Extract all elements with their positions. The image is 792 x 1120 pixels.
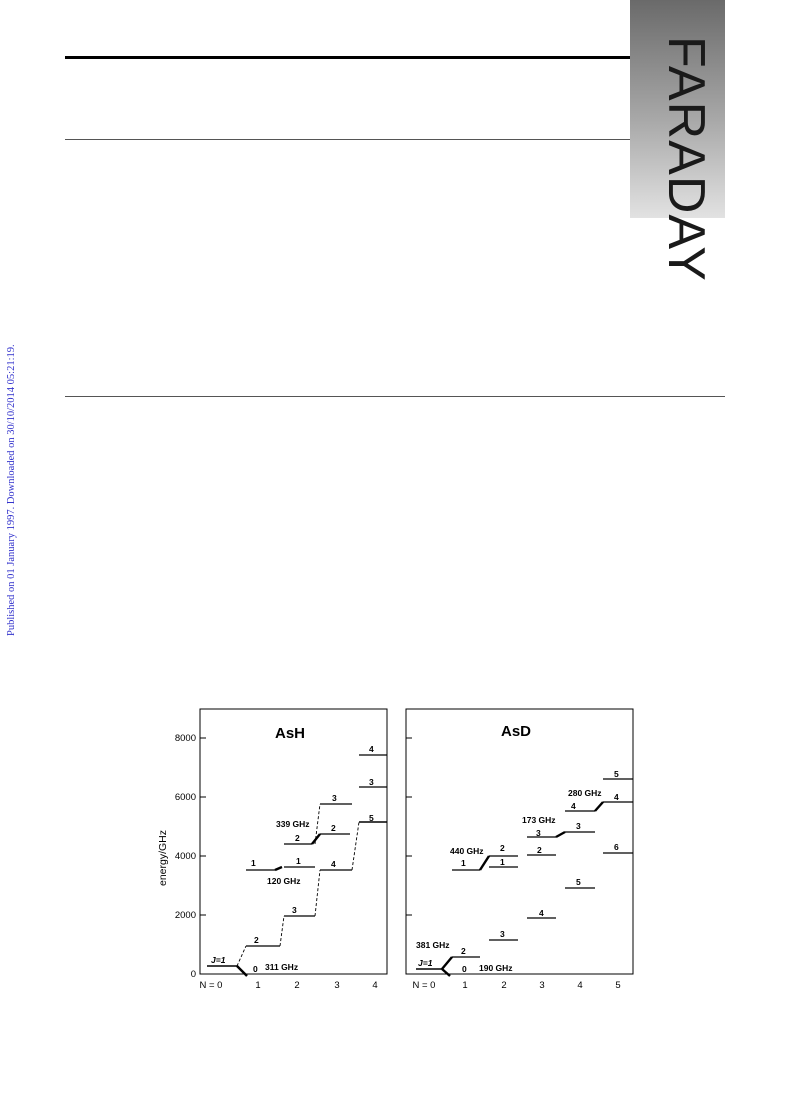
level-label: 3 — [369, 777, 374, 787]
frequency-annotation: 120 GHz — [267, 876, 301, 886]
level-label: 2 — [461, 946, 466, 956]
level-label: 2 — [537, 845, 542, 855]
panel-asd — [406, 709, 633, 991]
level-label: 3 — [500, 929, 505, 939]
level-label: 4 — [539, 908, 544, 918]
y-tick-label: 0 — [190, 969, 196, 980]
level-label: 1 — [461, 858, 466, 868]
level-label: 4 — [614, 792, 619, 802]
level-label: 4 — [369, 744, 374, 754]
splitting-bar — [442, 969, 450, 976]
panel-title: AsH — [274, 725, 306, 742]
transition-link — [352, 822, 359, 870]
x-tick-label: 2 — [294, 980, 300, 991]
level-label: 3 — [332, 793, 337, 803]
panel-title: AsD — [500, 723, 532, 740]
x-tick-label: 1 — [255, 980, 261, 991]
level-label: 2 — [331, 823, 336, 833]
x-tick-label: 4 — [577, 980, 583, 991]
journal-banner-title: FARADAY — [657, 36, 715, 282]
level-label: 0 — [253, 964, 258, 974]
splitting-bar — [480, 856, 489, 870]
level-label: 6 — [614, 842, 619, 852]
level-label: 2 — [254, 935, 259, 945]
panel-ash — [200, 709, 387, 991]
level-label: J=1 — [211, 955, 226, 965]
frequency-annotation: 381 GHz — [416, 940, 450, 950]
level-label: 1 — [251, 858, 256, 868]
frequency-annotation: 339 GHz — [276, 819, 310, 829]
download-notice: Published on 01 January 1997. Downloaded on 30/10/2014 05:21:19. — [6, 344, 17, 636]
frequency-annotation: 440 GHz — [450, 846, 484, 856]
splitting-bar — [442, 957, 452, 969]
x-tick-label: N = 0 — [199, 980, 223, 991]
header-rule-thick — [65, 56, 630, 59]
level-label: 4 — [571, 801, 576, 811]
level-label: 2 — [295, 833, 300, 843]
panel-frame — [406, 709, 633, 974]
frequency-annotation: 173 GHz — [522, 815, 556, 825]
level-label: 4 — [331, 859, 336, 869]
y-tick-label: 6000 — [174, 792, 196, 803]
splitting-bar — [556, 832, 565, 837]
energy-level-svg — [150, 700, 640, 1000]
level-label: J=1 — [418, 958, 433, 968]
level-label: 1 — [296, 856, 301, 866]
level-label: 5 — [576, 877, 581, 887]
level-label: 3 — [576, 821, 581, 831]
level-label: 2 — [500, 843, 505, 853]
y-tick-label: 2000 — [174, 910, 196, 921]
energy-level-figure — [150, 700, 640, 1005]
x-tick-label: 1 — [462, 980, 468, 991]
x-tick-label: 2 — [501, 980, 507, 991]
x-tick-label: N = 0 — [412, 980, 436, 991]
section-rule — [65, 396, 725, 397]
level-label: 1 — [500, 857, 505, 867]
frequency-annotation: 280 GHz — [568, 788, 602, 798]
x-tick-label: 5 — [615, 980, 621, 991]
x-tick-label: 3 — [334, 980, 340, 991]
level-label: 0 — [462, 964, 467, 974]
x-tick-label: 3 — [539, 980, 545, 991]
y-tick-label: 4000 — [174, 851, 196, 862]
level-label: 3 — [536, 828, 541, 838]
transition-link — [237, 946, 246, 966]
y-axis-label: energy/GHz — [157, 829, 169, 887]
header-rule-thin — [65, 139, 630, 140]
y-tick-label: 8000 — [174, 733, 196, 744]
splitting-bar — [275, 867, 282, 870]
x-tick-label: 4 — [372, 980, 378, 991]
level-label: 5 — [614, 769, 619, 779]
frequency-annotation: 311 GHz — [265, 962, 299, 972]
transition-link — [280, 916, 284, 946]
frequency-annotation: 190 GHz — [479, 963, 513, 973]
level-label: 3 — [292, 905, 297, 915]
level-label: 5 — [369, 813, 374, 823]
transition-link — [315, 870, 320, 916]
panel-frame — [200, 709, 387, 974]
splitting-bar — [595, 802, 603, 811]
